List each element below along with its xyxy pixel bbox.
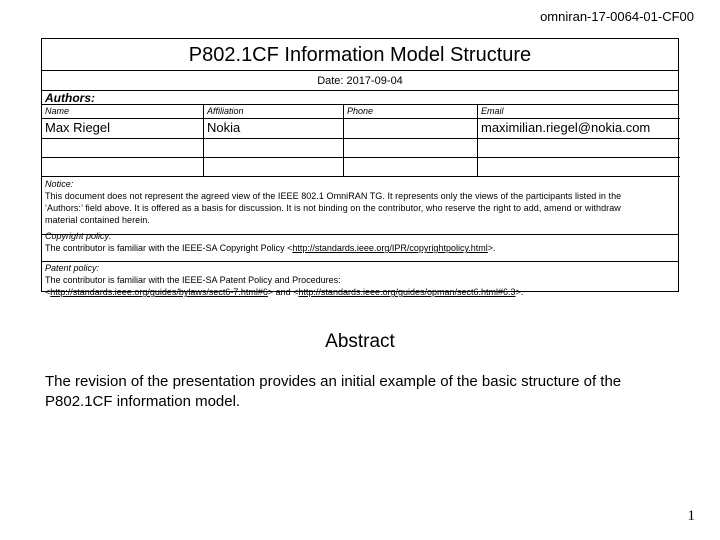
notice-label: Notice: [45, 179, 74, 189]
author-phone [344, 139, 478, 158]
notice-text-line: ‘Authors:’ field above. It is offered as a basis for discussion. It is not binding on the contributor, who reserve the right to add, amend or withdraw [45, 203, 621, 213]
copyright-text-end: >. [487, 243, 496, 253]
document-title: P802.1CF Information Model Structure [42, 39, 678, 71]
patent-label: Patent policy: [45, 263, 100, 273]
author-name [42, 139, 204, 158]
copyright-label: Copyright policy: [45, 231, 112, 241]
copyright-text [45, 242, 675, 254]
copyright-text-start: The contributor is familiar with the IEEE-SA Copyright Policy < [45, 243, 293, 253]
abstract-body: The revision of the presentation provides an initial example of the basic structure of the P802.1CF information model. [45, 373, 622, 410]
document-id: omniran-17-0064-01-CF00 [540, 9, 694, 24]
author-phone [344, 119, 478, 139]
author-affiliation [204, 139, 344, 158]
patent-links [45, 286, 675, 298]
patent-text-mid: > and < [267, 287, 299, 297]
notice-text-line: material contained herein. [45, 215, 150, 225]
author-email [478, 158, 680, 177]
author-phone [344, 158, 478, 177]
column-header-phone: Phone [344, 105, 478, 119]
patent-section [42, 262, 678, 297]
authors-label: Authors: [42, 91, 678, 105]
column-header-email: Email [478, 105, 680, 119]
patent-bylaws-link[interactable]: http://standards.ieee.org/guides/bylaws/sect6-7.html#6 [50, 287, 268, 297]
author-email [478, 139, 680, 158]
page-number: 1 [687, 508, 695, 524]
author-name [42, 158, 204, 177]
author-name: Max Riegel [42, 119, 204, 139]
document-date: Date: 2017-09-04 [42, 71, 678, 91]
author-email: maximilian.riegel@nokia.com [478, 119, 680, 139]
patent-text: The contributor is familiar with the IEEE-SA Patent Policy and Procedures: [45, 275, 341, 285]
notice-text-line: This document does not represent the agreed view of the IEEE 802.1 OmniRAN TG. It represents only the views of the participants listed in the [45, 191, 622, 201]
patent-text-end: >. [515, 287, 524, 297]
author-affiliation [204, 158, 344, 177]
patent-text-lt: < [45, 287, 51, 297]
column-header-affiliation: Affiliation [204, 105, 344, 119]
cover-table [41, 38, 679, 297]
column-header-name: Name [42, 105, 204, 119]
copyright-policy-link[interactable]: http://standards.ieee.org/IPR/copyrightpolicy.html [292, 243, 488, 253]
author-affiliation: Nokia [204, 119, 344, 139]
copyright-section [42, 229, 678, 262]
abstract-title: Abstract [325, 331, 395, 352]
notice-section [42, 177, 678, 235]
patent-opman-link[interactable]: http://standards.ieee.org/guides/opman/sect6.html#6.3 [298, 287, 516, 297]
